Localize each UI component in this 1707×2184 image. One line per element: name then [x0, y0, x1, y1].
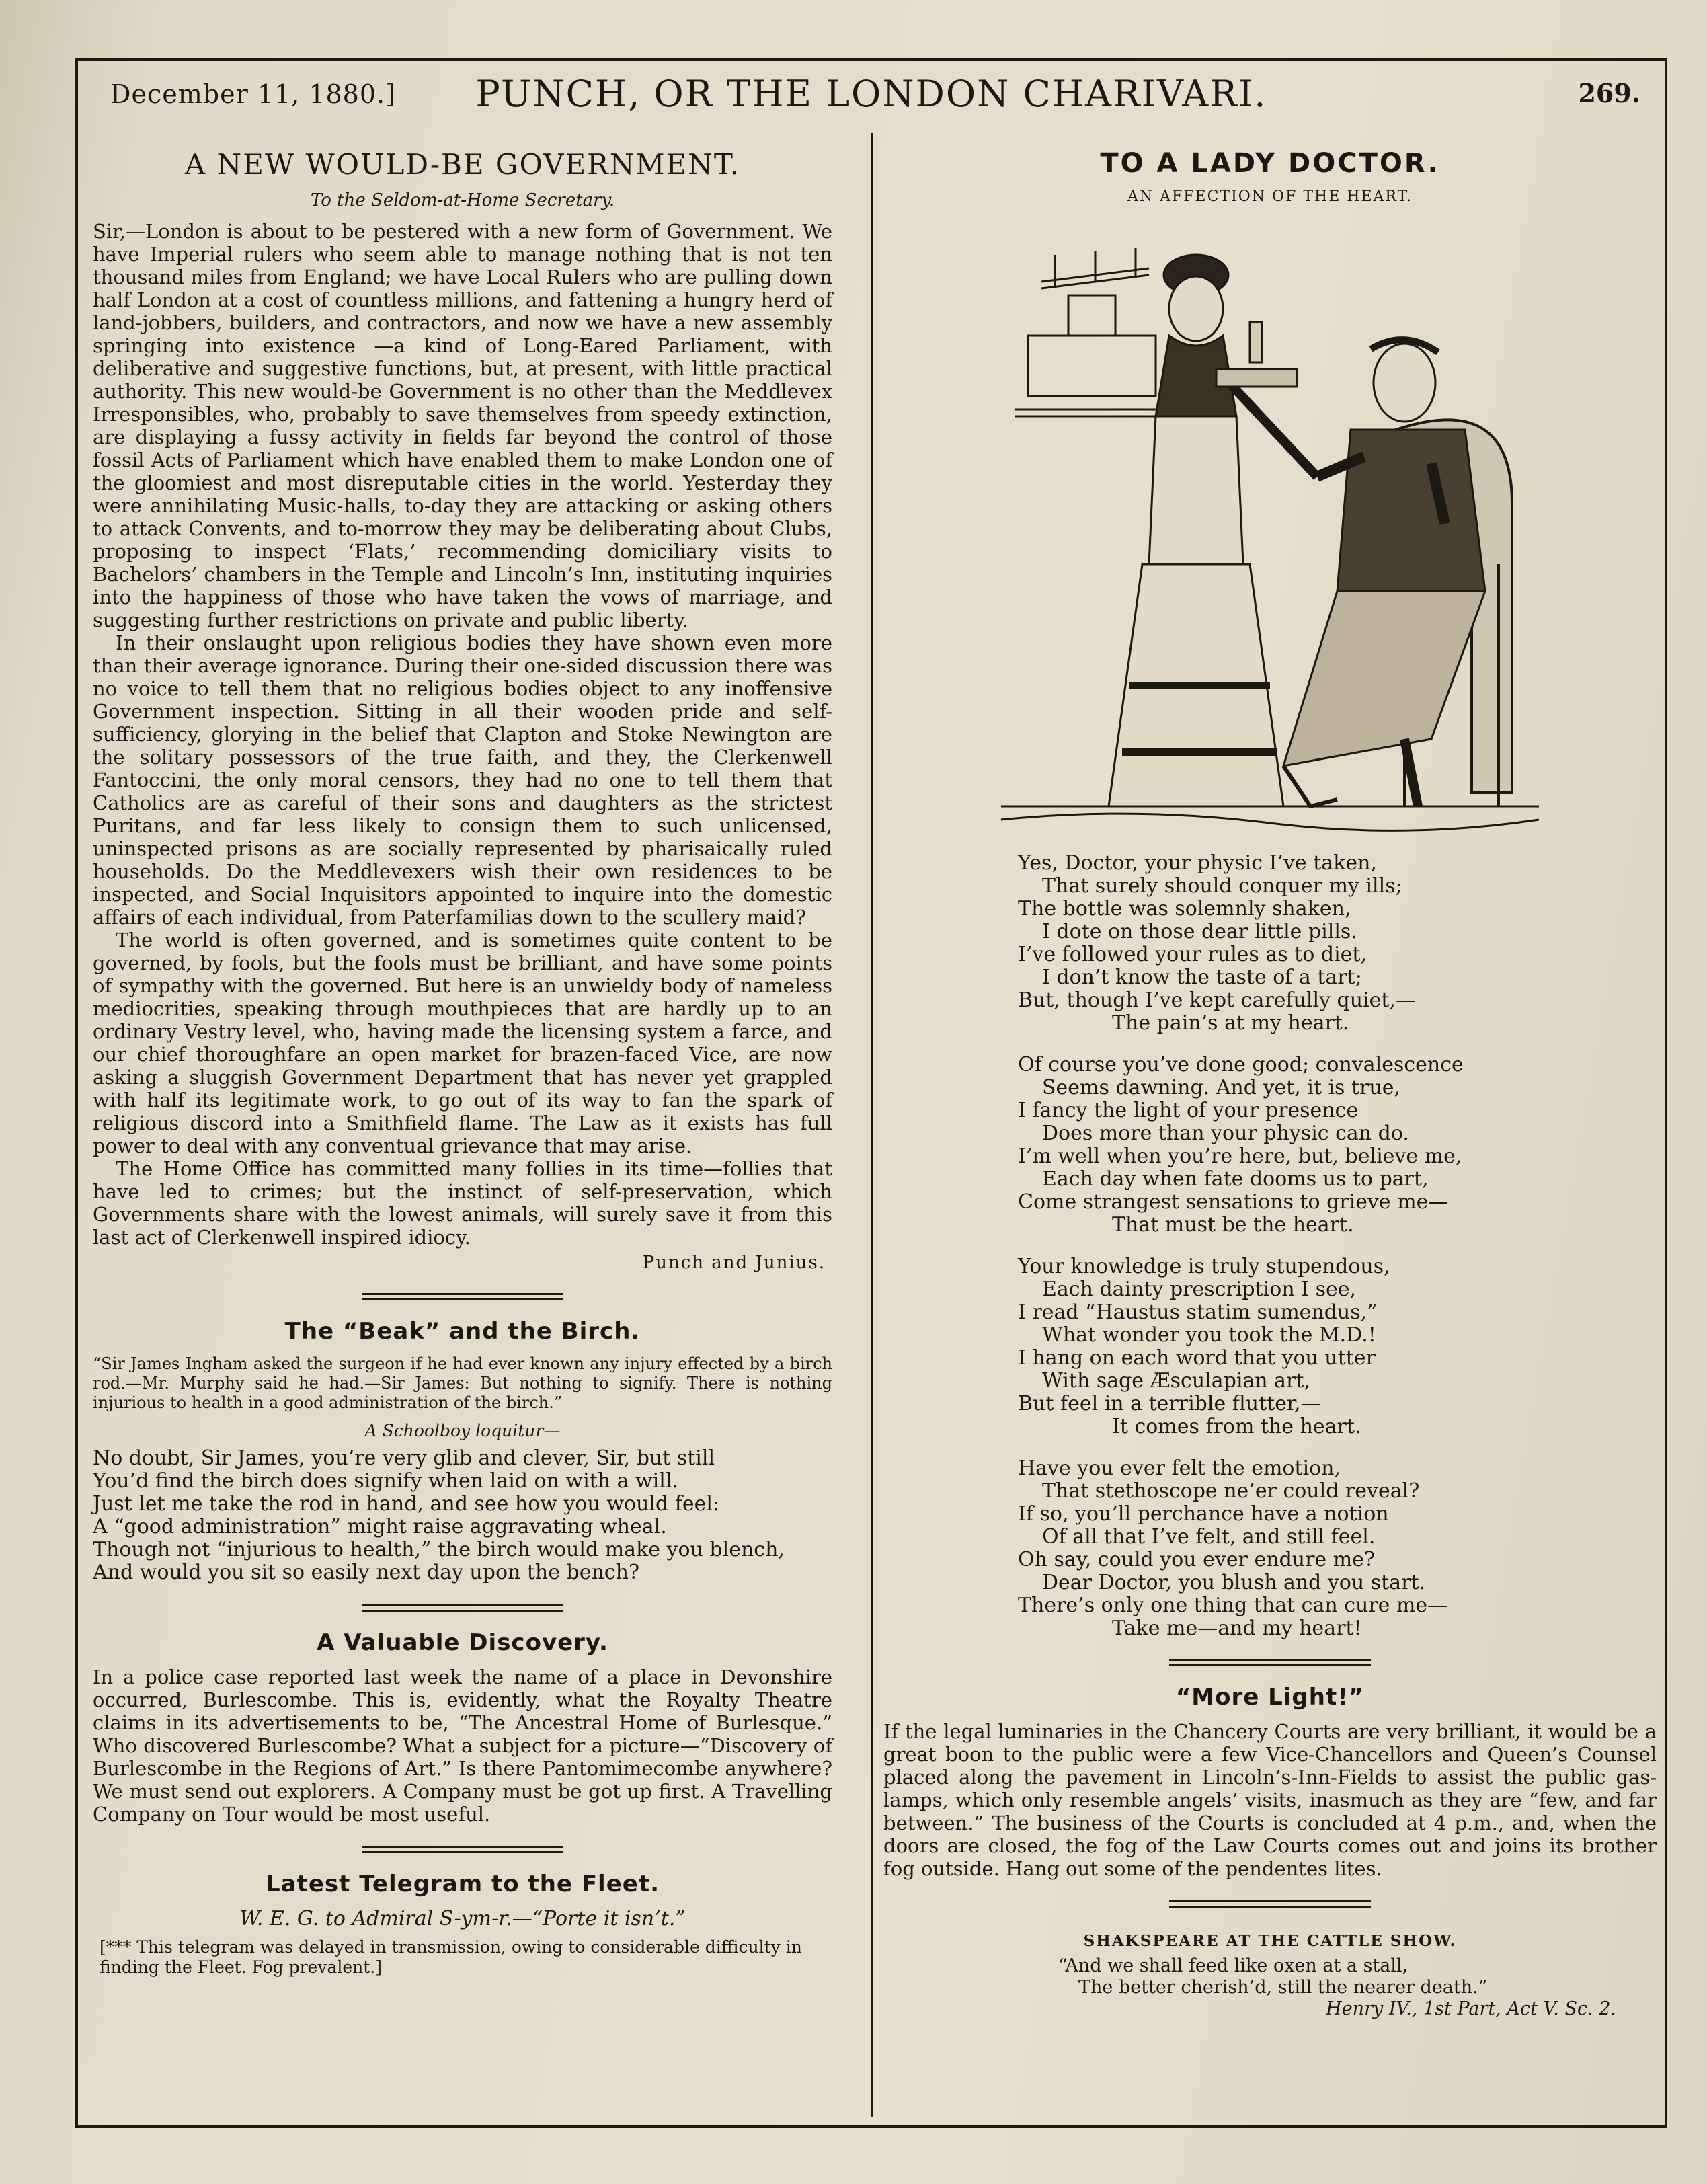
verse-line: Each dainty prescription I see,	[1042, 1278, 1357, 1301]
verse-line: The pain’s at my heart.	[1112, 1011, 1349, 1035]
page-number: 269.	[1578, 78, 1640, 108]
poem-stanza	[1018, 1255, 1657, 1438]
quote-line: “And we shall feed like oxen at a stall,	[1058, 1955, 1408, 1976]
verse-line: Your knowledge is truly stupendous,	[1018, 1255, 1390, 1278]
section-divider	[362, 1293, 563, 1300]
verse-line: With sage Æsculapian art,	[1042, 1369, 1310, 1393]
government-paragraph: The Home Office has committed many follies in its time—follies that have led to crimes; but the instinct of self-preservation, which Governments share with the lowest animals, will surely save it from this last act of Clerkenwell inspired idiocy.	[93, 1157, 832, 1249]
lady-doctor-subtitle: AN AFFECTION OF THE HEART.	[1127, 188, 1413, 205]
telegram-note: [*** This telegram was delayed in transmission, owing to considerable difficulty in finding the Fleet. Fog prevalent.]	[100, 1937, 802, 1977]
government-subtitle: To the Seldom-at-Home Secretary.	[310, 190, 615, 210]
verse-line: And would you sit so easily next day upon the bench?	[93, 1561, 640, 1584]
verse-line: Take me—and my heart!	[1112, 1616, 1362, 1640]
government-title: A NEW WOULD-BE GOVERNMENT.	[184, 148, 741, 181]
section-divider	[1169, 1900, 1371, 1908]
verse-line: Dear Doctor, you blush and you start.	[1042, 1571, 1426, 1594]
masthead	[78, 61, 1665, 130]
verse-line: What wonder you took the M.D.!	[1042, 1323, 1376, 1347]
publication-title: PUNCH, OR THE LONDON CHARIVARI.	[475, 73, 1267, 115]
lady-doctor-illustration	[1001, 214, 1539, 840]
verse-line: That must be the heart.	[1112, 1213, 1354, 1237]
verse-line: If so, you’ll perchance have a notion	[1018, 1502, 1389, 1526]
telegram-title: Latest Telegram to the Fleet.	[266, 1871, 660, 1898]
verse-line: I hang on each word that you utter	[1018, 1346, 1376, 1370]
telegram-line: W. E. G. to Admiral S-ym-r.—“Porte it isn’t.”	[239, 1907, 686, 1930]
section-divider	[362, 1604, 563, 1612]
more-light-text: If the legal luminaries in the Chancery Courts are very brilliant, it would be a great boon to the public were a few Vice-Chancellors and Queen’s Counsel placed along the pavement in Lincoln’s-Inn-Fields to assist the public gas-lamps, which only resemble angels’ visits, inasmuch as they are “few, and far between.” The business of the Courts is concluded at 4 p.m., and, when the doors are closed, the fog of the Law Courts comes out and joins its brother fog outside. Hang out some of the pendentes lites.	[883, 1720, 1657, 1880]
verse-line: It comes from the heart.	[1112, 1415, 1361, 1438]
verse-line: A “good administration” might raise aggravating wheal.	[93, 1515, 667, 1538]
verse-line: I’ve followed your rules as to diet,	[1018, 943, 1367, 966]
quote-line: The better cherish’d, still the nearer death.”	[1078, 1977, 1488, 1998]
shakespeare-quote	[1058, 1955, 1657, 1998]
verse-line: Have you ever felt the emotion,	[1018, 1456, 1341, 1480]
section-divider	[362, 1846, 563, 1853]
verse-line: There’s only one thing that can cure me—	[1018, 1594, 1448, 1617]
poem-stanza	[1018, 1054, 1657, 1237]
more-light-title: “More Light!”	[1175, 1684, 1365, 1711]
beak-loquitur: A Schoolboy loquitur—	[364, 1421, 561, 1440]
issue-date: December 11, 1880.]	[110, 79, 396, 109]
verse-line: Yes, Doctor, your physic I’ve taken,	[1018, 851, 1377, 875]
verse-line: Just let me take the rod in hand, and see how you would feel:	[93, 1492, 720, 1516]
verse-line: I’m well when you’re here, but, believe me,	[1018, 1144, 1462, 1168]
section-divider	[1169, 1659, 1371, 1666]
beak-quote: “Sir James Ingham asked the surgeon if he had ever known any injury effected by a birch rod.—Mr. Murphy said he had.—Sir James: But nothing to signify. There is nothing injurious to health in a good administration of the birch.”	[93, 1354, 832, 1412]
page-frame	[75, 58, 1667, 2128]
government-paragraph: The world is often governed, and is sometimes quite content to be governed, by fools, but the fools must be brilliant, and have some points of sympathy with the governed. But here is an unwieldy body of nameless mediocrities, speaking through mouthpieces that are hardly up to an ordinary Vestry level, who, having made the licensing system a farce, and our chief thoroughfare an open market for brazen-faced Vice, are now asking a sluggish Government Department that has never yet grappled with half its legitimate work, to go out of its way to fan the spark of religious discord into a Smithfield flame. The Law as it exists has full power to deal with any conventual grievance that may arise.	[93, 929, 832, 1157]
verse-line: Come strangest sensations to grieve me—	[1018, 1190, 1449, 1214]
verse-line: Oh say, could you ever endure me?	[1018, 1548, 1376, 1571]
shakespeare-reference: Henry IV., 1st Part, Act V. Sc. 2.	[1326, 1998, 1616, 2019]
verse-line: But, though I’ve kept carefully quiet,—	[1018, 988, 1417, 1012]
right-column	[883, 148, 1657, 2019]
poem-stanza	[1018, 1457, 1657, 1640]
verse-line: That stethoscope ne’er could reveal?	[1042, 1479, 1420, 1503]
beak-title: The “Beak” and the Birch.	[284, 1318, 641, 1345]
verse-line: That surely should conquer my ills;	[1042, 874, 1402, 898]
government-paragraph: In their onslaught upon religious bodies they have shown even more than their average ignorance. During their one-sided discussion there was no voice to tell them that no religious bodies object to any inoffensive Government inspection. Sitting in all their wooden pride and self-sufficiency, glorying in the belief that Clapton and Stoke Newington are the solitary possessors of the true faith, and they, the Clerkenwell Fantoccini, the only moral censors, they had no one to tell them that Catholics are as careful of their sons and daughters as the strictest Puritans, and far less likely to consign them to such unlicensed, uninspected prisons as are socially represented by pharisaically ruled households. Do the Meddlevexers wish their own residences to be inspected, and Social Inquisitors appointed to inquire into the domestic affairs of each individual, from Paterfamilias down to the scullery maid?	[93, 631, 832, 929]
lady-doctor-title: TO A LADY DOCTOR.	[1100, 148, 1440, 179]
discovery-title: A Valuable Discovery.	[317, 1629, 608, 1656]
poem-stanza	[1018, 852, 1657, 1035]
verse-line: I fancy the light of your presence	[1018, 1099, 1359, 1122]
verse-line: No doubt, Sir James, you’re very glib and clever, Sir, but still	[93, 1446, 715, 1470]
discovery-text: In a police case reported last week the name of a place in Devonshire occurred, Burlescombe. This is, evidently, what the Royalty Theatre claims in its advertisements to be, “The Ancestral Home of Burlesque.” Who discovered Burlescombe? What a subject for a picture—“Discovery of Burlescombe in the Regions of Art.” Is there Pantomimecombe anywhere? We must send out explorers. A Company must be got up first. A Travelling Company on Tour would be most useful.	[93, 1666, 832, 1826]
beak-verse	[93, 1447, 832, 1584]
verse-line: The bottle was solemnly shaken,	[1018, 897, 1351, 921]
verse-line: But feel in a terrible flutter,—	[1018, 1392, 1321, 1415]
shakespeare-title: SHAKSPEARE AT THE CATTLE SHOW.	[1083, 1932, 1457, 1950]
left-column	[93, 148, 832, 1978]
verse-line: Each day when fate dooms us to part,	[1042, 1167, 1429, 1191]
government-paragraph: Sir,—London is about to be pestered with a new form of Government. We have Imperial rulers who seem able to manage nothing that is not ten thousand miles from England; we have Local Rulers who are pulling down half London at a cost of countless millions, and fattening a hungry herd of land-jobbers, builders, and contractors, and now we have a new assembly springing into existence —a kind of Long-Eared Parliament, with deliberative and suggestive functions, but, at present, with little practical authority. This new would-be Government is no other than the Meddlevex Irresponsibles, who, probably to save themselves from speedy extinction, are displaying a fussy activity in fields far beyond the control of those fossil Acts of Parliament which have enabled them to make London one of the gloomiest and most disreputable cities in the world. Yesterday they were annihilating Music-halls, to-day they are attacking or asking others to attack Convents, and to-morrow they may be deliberating about Clubs, proposing to inspect ‘Flats,’ recommending domiciliary visits to Bachelors’ chambers in the Temple and Lincoln’s Inn, instituting inquiries into the happiness of those who have taken the vows of marriage, and suggesting further restrictions on private and public liberty.	[93, 220, 832, 631]
verse-line: Of all that I’ve felt, and still feel.	[1042, 1525, 1376, 1549]
verse-line: Of course you’ve done good; convalescence	[1018, 1053, 1464, 1077]
column-divider	[871, 133, 873, 2117]
verse-line: Though not “injurious to health,” the birch would make you blench,	[93, 1538, 785, 1561]
verse-line: I dote on those dear little pills.	[1042, 920, 1357, 943]
verse-line: I don’t know the taste of a tart;	[1042, 966, 1362, 989]
verse-line: Seems dawning. And yet, it is true,	[1042, 1076, 1400, 1099]
verse-line: You’d find the birch does signify when laid on with a will.	[93, 1469, 678, 1493]
verse-line: Does more than your physic can do.	[1042, 1122, 1409, 1145]
government-signature: Punch and Junius.	[642, 1253, 826, 1273]
verse-line: I read “Haustus statim sumendus,”	[1018, 1300, 1378, 1324]
